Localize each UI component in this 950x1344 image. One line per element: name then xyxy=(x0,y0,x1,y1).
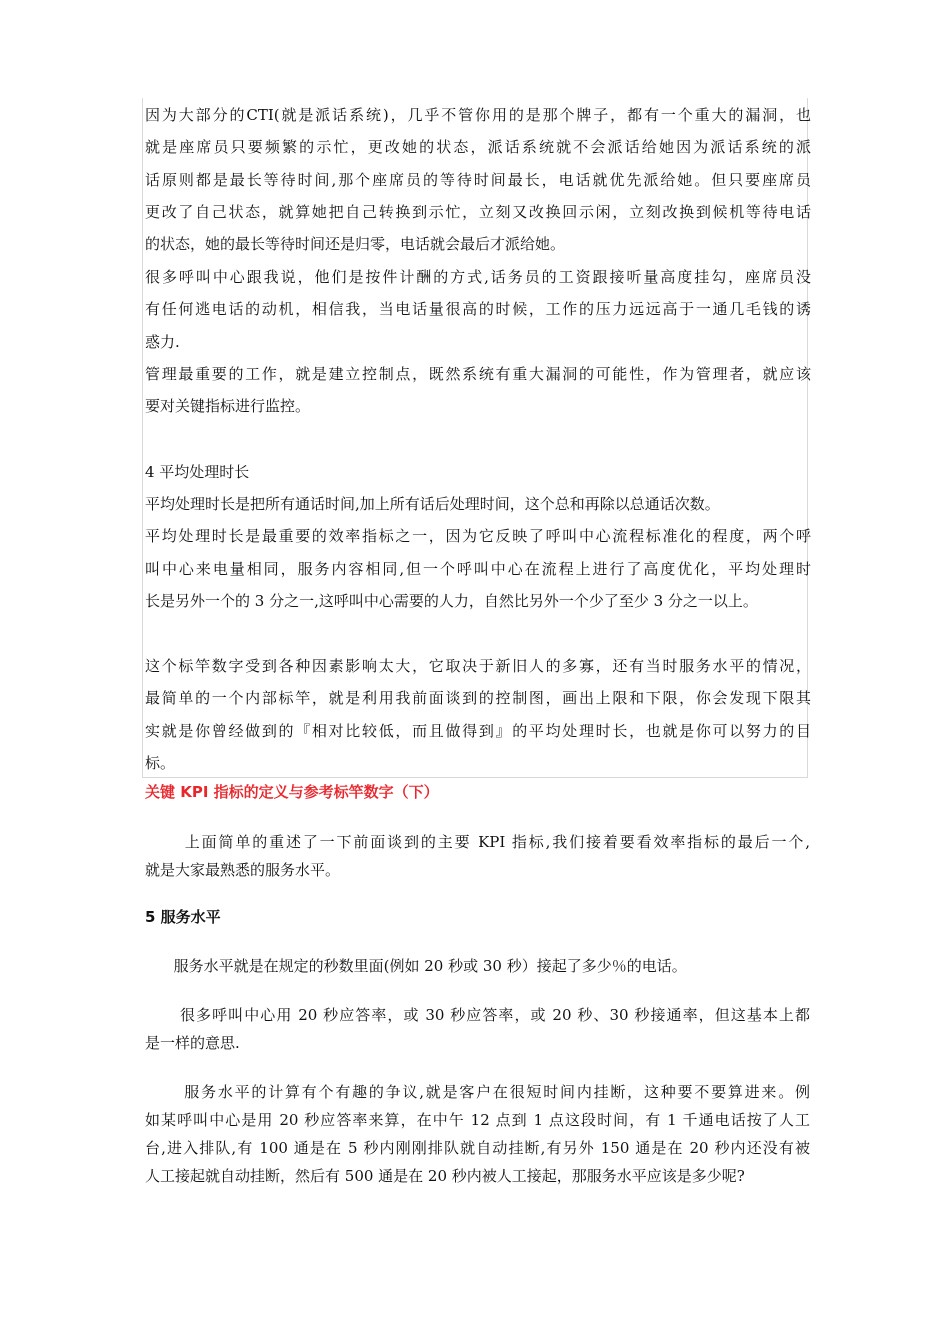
text-line: 服务水平的计算有个有趣的争议,就是客户在很短时间内挂断，这种要不要算进来。例 xyxy=(145,1083,810,1101)
text-line: 是一样的意思. xyxy=(145,1034,240,1052)
paragraph-piece-rate xyxy=(145,261,811,358)
paragraph-control-points xyxy=(145,358,811,423)
paragraph-intro xyxy=(145,828,810,884)
text-line: 要对关键指标进行监控。 xyxy=(145,397,311,416)
section-4-title: 4 平均处理时长 xyxy=(145,463,250,481)
text-line: 很多呼叫中心用 20 秒应答率，或 30 秒应答率，或 20 秒、30 秒接通率，但这基本上都 xyxy=(145,1006,810,1024)
text-line: 的状态，她的最长等待时间还是归零，电话就会最后才派给她。 xyxy=(145,235,566,254)
paragraph-cti-loophole xyxy=(145,99,811,260)
text-line: 最简单的一个内部标竿，就是利用我前面谈到的控制图，画出上限和下限，你会发现下限其 xyxy=(145,689,811,708)
text-line: 就是座席员只要频繁的示忙，更改她的状态，派话系统就不会派话给她因为派话系统的派 xyxy=(145,138,811,157)
text-line: 人工接起就自动挂断，然后有 500 通是在 20 秒内被人工接起，那服务水平应该是多少呢? xyxy=(145,1167,745,1185)
text-line: 话原则都是最长等待时间,那个座席员的等待时间最长，电话就优先派给她。但只要座席员 xyxy=(145,170,811,189)
text-line: 就是大家最熟悉的服务水平。 xyxy=(145,861,341,879)
text-line: 标。 xyxy=(145,753,176,772)
text-line: 因为大部分的CTI(就是派话系统)，几乎不管你用的是那个牌子，都有一个重大的漏洞，也 xyxy=(145,106,811,124)
paragraph-benchmark xyxy=(145,650,811,779)
text-line: 更改了自己状态，就算她把自己转换到示忙，立刻又改换回示闲，立刻改换到候机等待电话 xyxy=(145,202,811,221)
text-line: 这个标竿数字受到各种因素影响太大，它取决于新旧人的多寡，还有当时服务水平的情况， xyxy=(145,657,811,675)
paragraph-aht xyxy=(145,488,811,617)
text-line: 惑力. xyxy=(145,332,180,351)
text-line: 台,进入排队,有 100 通是在 5 秒内刚刚排队就自动挂断,有另外 150 通是在 20 秒内还没有被 xyxy=(145,1139,810,1157)
text-line: 管理最重要的工作，就是建立控制点，既然系统有重大漏洞的可能性，作为管理者，就应该 xyxy=(145,365,811,383)
paragraph-answer-rate xyxy=(145,1001,810,1057)
section-5-title: 5 服务水平 xyxy=(145,908,221,926)
text-line: 如某呼叫中心是用 20 秒应答率来算，在中午 12 点到 1 点这段时间，有 1 千通电话按了人工 xyxy=(145,1111,810,1129)
text-line: 平均处理时长是最重要的效率指标之一，因为它反映了呼叫中心流程标准化的程度，两个呼 xyxy=(145,527,811,546)
text-line: 实就是你曾经做到的『相对比较低，而且做得到』的平均处理时长，也就是你可以努力的目 xyxy=(145,721,811,740)
text-line: 很多呼叫中心跟我说，他们是按件计酬的方式,话务员的工资跟接听量高度挂勾，座席员没 xyxy=(145,268,811,286)
text-line: 上面简单的重述了一下前面谈到的主要 KPI 指标,我们接着要看效率指标的最后一个, xyxy=(145,833,810,851)
text-line: 服务水平就是在规定的秒数里面(例如 20 秒或 30 秒）接起了多少％的电话。 xyxy=(145,957,687,975)
article-heading: 关键 KPI 指标的定义与参考标竿数字（下） xyxy=(145,783,439,801)
text-line: 长是另外一个的 3 分之一,这呼叫中心需要的人力，自然比另外一个少了至少 3 分之一以上。 xyxy=(145,591,758,610)
text-line: 平均处理时长是把所有通话时间,加上所有话后处理时间，这个总和再除以总通话次数。 xyxy=(145,495,720,513)
paragraph-service-level-def xyxy=(145,952,810,980)
text-line: 有任何逃电话的动机，相信我，当电话量很高的时候，工作的压力远远高于一通几毛钱的诱 xyxy=(145,300,811,319)
paragraph-abandon-dispute xyxy=(145,1078,810,1190)
text-line: 叫中心来电量相同，服务内容相同,但一个呼叫中心在流程上进行了高度优化，平均处理时 xyxy=(145,559,811,578)
